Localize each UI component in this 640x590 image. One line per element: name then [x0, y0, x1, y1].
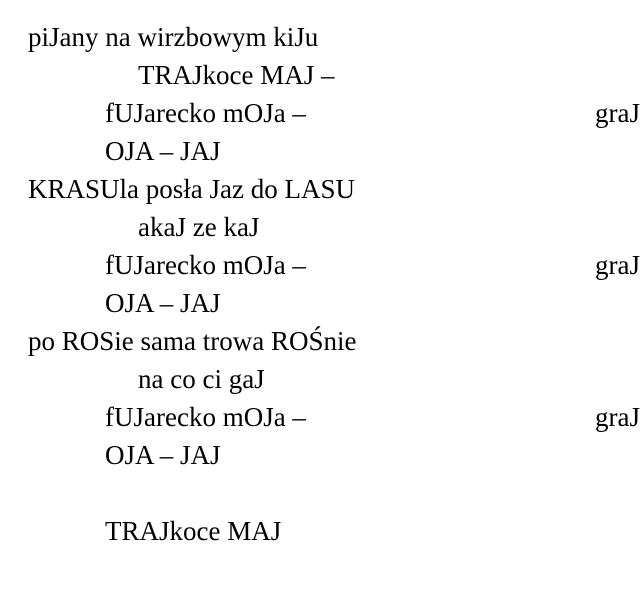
lyric-line-text: TRAJkoce MAJ: [105, 516, 282, 546]
lyric-line: [0, 398, 640, 436]
lyric-line: [0, 436, 640, 474]
lyric-line: [0, 474, 640, 512]
lyric-line-text: OJA – JAJ: [105, 440, 221, 470]
lyric-line-right-text: graJ: [595, 98, 640, 128]
lyric-line: [0, 132, 640, 170]
lyric-line-text: piJany na wirzbowym kiJu: [28, 22, 319, 52]
lyric-line: [0, 170, 640, 208]
lyric-line-text: fUJarecko mOJa –: [105, 98, 306, 128]
lyric-line-right-text: graJ: [595, 250, 640, 280]
lyric-line: [0, 360, 640, 398]
lyric-line: [0, 512, 640, 550]
lyric-line-text: KRASUla posła Jaz do LASU: [28, 174, 355, 204]
lyric-line-right-text: graJ: [595, 402, 640, 432]
lyric-line: [0, 246, 640, 284]
lyric-line: [0, 284, 640, 322]
lyric-line: [0, 322, 640, 360]
lyric-line-text: po ROSie sama trowa ROŚnie: [28, 326, 357, 356]
lyric-line: [0, 208, 640, 246]
lyric-line-text: akaJ ze kaJ: [138, 212, 260, 242]
lyric-line: [0, 18, 640, 56]
lyric-line-text: TRAJkoce MAJ –: [138, 60, 335, 90]
lyric-line-text: na co ci gaJ: [138, 364, 265, 394]
lyric-line-text: OJA – JAJ: [105, 288, 221, 318]
lyric-line-text: OJA – JAJ: [105, 136, 221, 166]
lyric-line-text: fUJarecko mOJa –: [105, 250, 306, 280]
lyrics-body: [0, 18, 640, 550]
lyric-line-text: fUJarecko mOJa –: [105, 402, 306, 432]
lyric-line: [0, 56, 640, 94]
lyric-line: [0, 94, 640, 132]
